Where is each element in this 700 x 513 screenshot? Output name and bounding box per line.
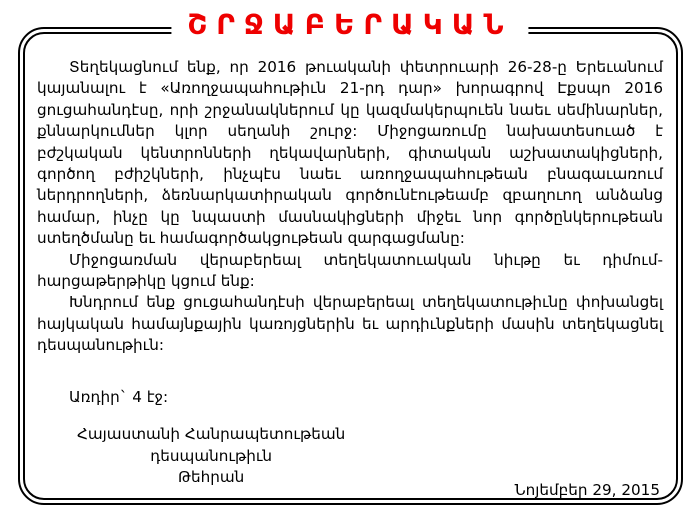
paragraph-enclosure: Միջոցառման վերաբերեալ տեղեկատուական նիւթը եւ դիմում-հարցաթերթիկը կցում ենք: (37, 250, 663, 291)
paragraph-announcement: Տեղեկացնում ենք, որ 2016 թուականի փետրուարի 26-28-ը Երեւանում կայանալու է «Առողջապահութիւն 21-րդ դար» խորագրով Էքսպո 2016 ցուցահանդէսը, որի շրջանակներում կը կազմակերպուեն նաեւ սեմինարներ, քննարկումներ կլոր սեղանի շուրջ: Միջոցառումը նախատեսուած է բժշկական կենտրոնների ղեկավարների, գիտական աշխատակիցների, գործող բժիշկների, ինչպէս նաեւ առողջապահութեան բնագաւառում ներդրողների, ձեռնարկատիրական գործունէութեամբ զբաղուող անձանց համար, ինչը կը նպաստի մասնակիցների միջեւ նոր գործընկերութեան ստեղծմանը եւ համագործակցութեան զարգացմանը: (37, 58, 663, 248)
paragraph-request: Խնդրում ենք ցուցահանդէսի վերաբերեալ տեղեկատութիւնը փոխանցել հայկական համայնքային կառոյցներին եւ արդիւնքների մասին տեղեկացնել դեսպանութիւն: (37, 293, 663, 355)
document-body (37, 57, 663, 489)
signature-line-embassy: դեսպանութիւն (150, 446, 273, 465)
signature-block (77, 424, 345, 489)
signature-line-city: Թեհրան (177, 468, 245, 487)
document-title: ՇՐՋԱԲԵՐԱԿԱՆ (171, 4, 528, 46)
attachment-note: Առդիր` 4 էջ: (69, 387, 169, 406)
document-date: Նոյեմբեր 29, 2015 (514, 481, 660, 499)
signature-line-country: Հայաստանի Հանրապետութեան (77, 425, 346, 444)
